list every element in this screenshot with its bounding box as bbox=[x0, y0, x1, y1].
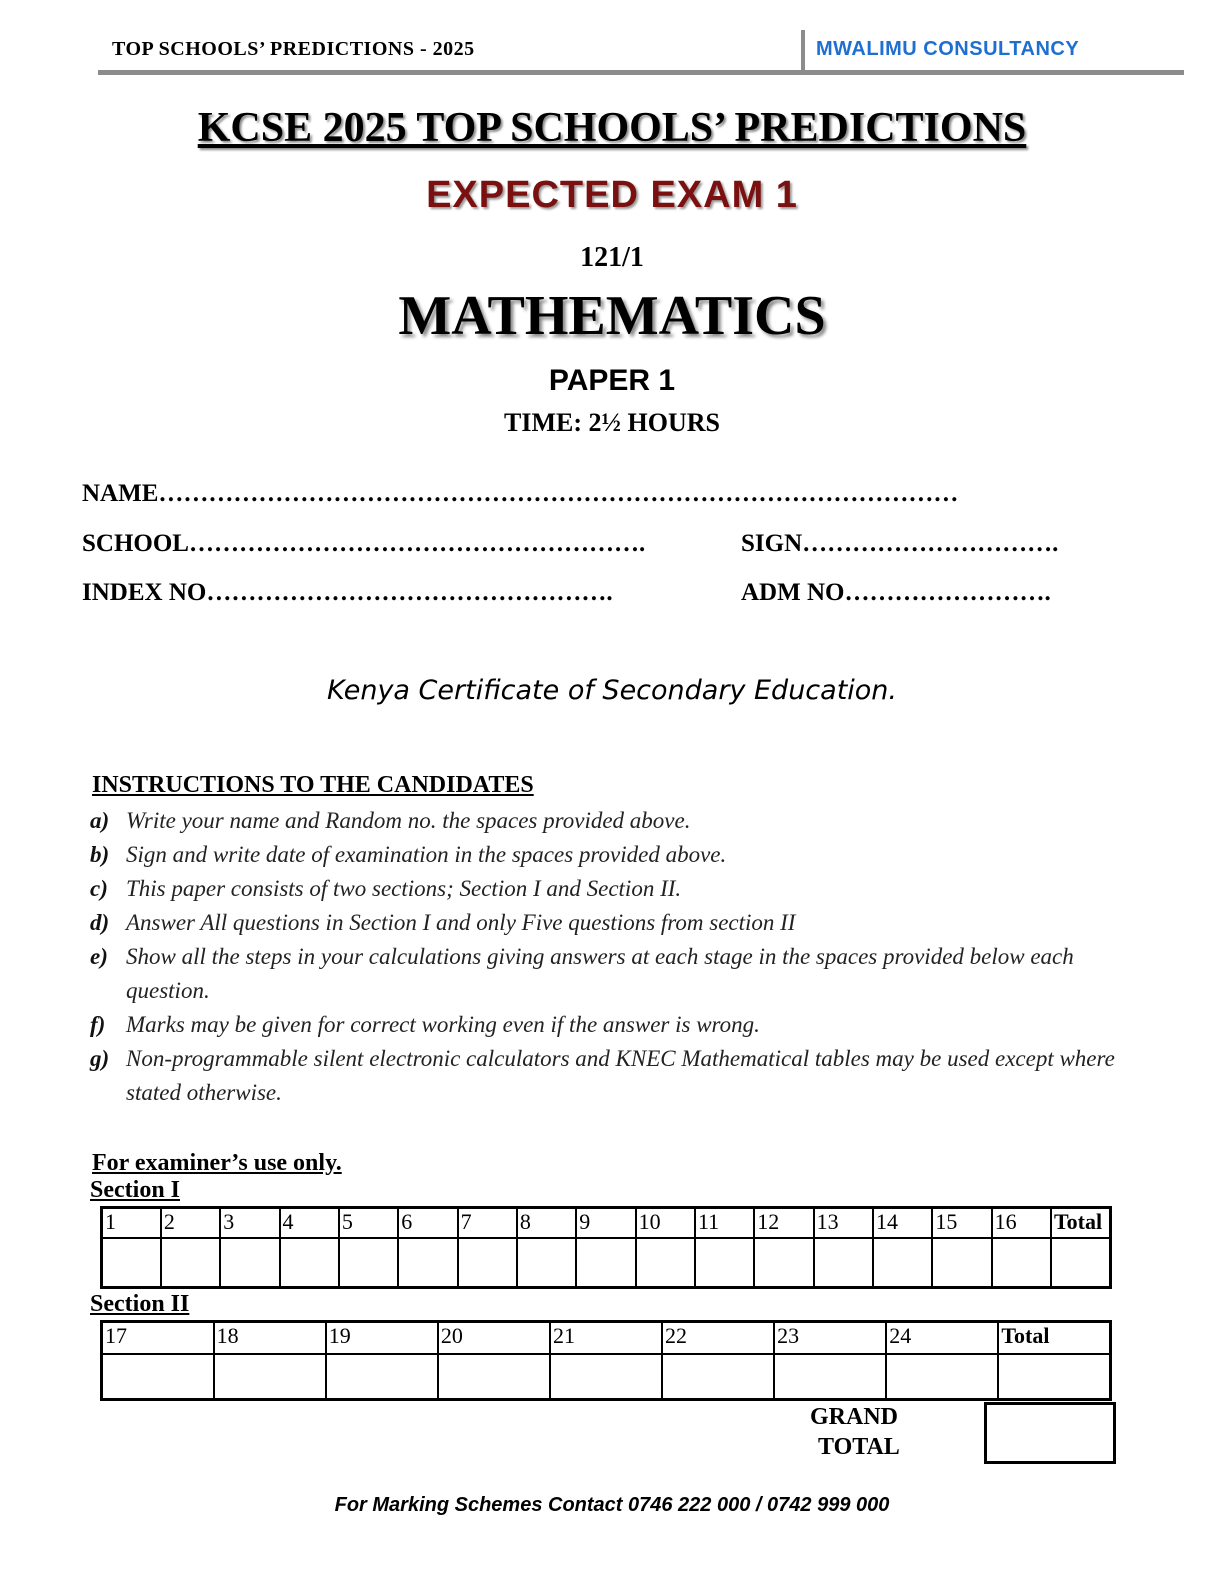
question-number-cell: 14 bbox=[873, 1208, 932, 1238]
score-input-cell[interactable] bbox=[662, 1354, 774, 1400]
header-left-title: TOP SCHOOLS’ PREDICTIONS - 2025 bbox=[112, 38, 475, 60]
score-input-cell[interactable] bbox=[102, 1238, 161, 1288]
question-number-cell: 16 bbox=[992, 1208, 1051, 1238]
score-input-cell[interactable] bbox=[774, 1354, 886, 1400]
question-number-cell: 18 bbox=[214, 1322, 326, 1354]
section-2-header-row bbox=[102, 1322, 1111, 1354]
total-column-header: Total bbox=[998, 1322, 1110, 1354]
main-title: KCSE 2025 TOP SCHOOLS’ PREDICTIONS bbox=[197, 105, 1027, 151]
paper-number: PAPER 1 bbox=[548, 364, 676, 397]
grand-total-line-1: GRAND bbox=[810, 1404, 898, 1430]
section-2-label: Section II bbox=[90, 1291, 190, 1317]
score-input-cell[interactable] bbox=[576, 1238, 635, 1288]
question-number-cell: 22 bbox=[662, 1322, 774, 1354]
question-number-cell: 5 bbox=[339, 1208, 398, 1238]
score-input-cell[interactable] bbox=[873, 1238, 932, 1288]
grand-total-line-2: TOTAL bbox=[818, 1434, 900, 1460]
score-input-cell[interactable] bbox=[1051, 1238, 1111, 1288]
score-input-cell[interactable] bbox=[550, 1354, 662, 1400]
score-input-cell[interactable] bbox=[438, 1354, 550, 1400]
instruction-letter: g) bbox=[90, 1046, 110, 1071]
question-number-cell: 6 bbox=[398, 1208, 457, 1238]
instruction-letter: b) bbox=[90, 842, 110, 867]
instruction-text: Write your name and Random no. the spaces provided above. bbox=[126, 808, 691, 833]
section-2-score-table bbox=[100, 1320, 1112, 1401]
header-right-brand: MWALIMU CONSULTANCY bbox=[816, 38, 1080, 60]
total-column-header: Total bbox=[1051, 1208, 1111, 1238]
score-input-cell[interactable] bbox=[695, 1238, 754, 1288]
score-input-cell[interactable] bbox=[214, 1354, 326, 1400]
name-field[interactable]: NAME…………………………………………………………………………………… bbox=[82, 480, 959, 507]
instruction-letter: c) bbox=[90, 876, 108, 901]
paper-code: 121/1 bbox=[580, 242, 644, 273]
certificate-title: Kenya Certificate of Secondary Education. bbox=[326, 675, 898, 706]
score-input-cell[interactable] bbox=[220, 1238, 279, 1288]
sign-field[interactable]: SIGN…………………………. bbox=[741, 530, 1059, 557]
question-number-cell: 23 bbox=[774, 1322, 886, 1354]
question-number-cell: 2 bbox=[161, 1208, 220, 1238]
instruction-text: Non-programmable silent electronic calculators and KNEC Mathematical tables may be used except where stated otherwise. bbox=[126, 1046, 1115, 1105]
instruction-text: This paper consists of two sections; Section I and Section II. bbox=[126, 876, 682, 901]
instruction-text: Answer All questions in Section I and only Five questions from section II bbox=[126, 910, 796, 935]
score-input-cell[interactable] bbox=[161, 1238, 220, 1288]
examiner-heading: For examiner’s use only. bbox=[92, 1150, 342, 1176]
instruction-text: Marks may be given for correct working even if the answer is wrong. bbox=[126, 1012, 760, 1037]
section-1-score-table bbox=[100, 1206, 1112, 1289]
section-1-label: Section I bbox=[90, 1177, 180, 1203]
instruction-text: Show all the steps in your calculations giving answers at each stage in the spaces provided below each question. bbox=[126, 944, 1074, 1003]
question-number-cell: 1 bbox=[102, 1208, 161, 1238]
subject-title: MATHEMATICS bbox=[398, 285, 826, 347]
grand-total-box[interactable] bbox=[984, 1402, 1116, 1464]
instruction-letter: d) bbox=[90, 910, 110, 935]
instruction-letter: f) bbox=[90, 1012, 106, 1037]
grand-total-label bbox=[810, 1402, 900, 1462]
score-input-cell[interactable] bbox=[398, 1238, 457, 1288]
time-allowed: TIME: 2½ HOURS bbox=[504, 408, 720, 437]
score-input-cell[interactable] bbox=[814, 1238, 873, 1288]
footer-contact: For Marking Schemes Contact 0746 222 000 / 0742 999 000 bbox=[334, 1494, 890, 1516]
school-field[interactable]: SCHOOL………………………………………………. bbox=[82, 530, 646, 557]
score-input-cell[interactable] bbox=[280, 1238, 339, 1288]
instruction-text: Sign and write date of examination in the spaces provided above. bbox=[126, 842, 727, 867]
question-number-cell: 9 bbox=[576, 1208, 635, 1238]
score-input-cell[interactable] bbox=[458, 1238, 517, 1288]
instruction-letter: a) bbox=[90, 808, 110, 833]
question-number-cell: 24 bbox=[886, 1322, 998, 1354]
question-number-cell: 20 bbox=[438, 1322, 550, 1354]
score-input-cell[interactable] bbox=[102, 1354, 214, 1400]
question-number-cell: 19 bbox=[326, 1322, 438, 1354]
question-number-cell: 12 bbox=[754, 1208, 813, 1238]
index-no-field[interactable]: INDEX NO…………………………………………. bbox=[82, 579, 613, 606]
question-number-cell: 4 bbox=[280, 1208, 339, 1238]
question-number-cell: 17 bbox=[102, 1322, 214, 1354]
adm-no-field[interactable]: ADM NO……………………. bbox=[741, 579, 1051, 606]
instructions-heading: INSTRUCTIONS TO THE CANDIDATES bbox=[92, 772, 534, 798]
question-number-cell: 8 bbox=[517, 1208, 576, 1238]
question-number-cell: 7 bbox=[458, 1208, 517, 1238]
question-number-cell: 15 bbox=[932, 1208, 991, 1238]
exam-title: EXPECTED EXAM 1 bbox=[426, 174, 798, 216]
score-input-cell[interactable] bbox=[992, 1238, 1051, 1288]
score-input-cell[interactable] bbox=[754, 1238, 813, 1288]
question-number-cell: 10 bbox=[636, 1208, 695, 1238]
score-input-cell[interactable] bbox=[326, 1354, 438, 1400]
score-input-cell[interactable] bbox=[636, 1238, 695, 1288]
score-input-cell[interactable] bbox=[998, 1354, 1110, 1400]
question-number-cell: 13 bbox=[814, 1208, 873, 1238]
section-1-header-row bbox=[102, 1208, 1111, 1238]
header-divider bbox=[801, 30, 805, 74]
score-input-cell[interactable] bbox=[517, 1238, 576, 1288]
question-number-cell: 11 bbox=[695, 1208, 754, 1238]
question-number-cell: 3 bbox=[220, 1208, 279, 1238]
score-input-cell[interactable] bbox=[932, 1238, 991, 1288]
score-input-cell[interactable] bbox=[886, 1354, 998, 1400]
question-number-cell: 21 bbox=[550, 1322, 662, 1354]
score-input-cell[interactable] bbox=[339, 1238, 398, 1288]
instruction-letter: e) bbox=[90, 944, 108, 969]
section-1-score-row bbox=[102, 1238, 1111, 1288]
section-2-score-row bbox=[102, 1354, 1111, 1400]
header-rule bbox=[98, 70, 1184, 75]
